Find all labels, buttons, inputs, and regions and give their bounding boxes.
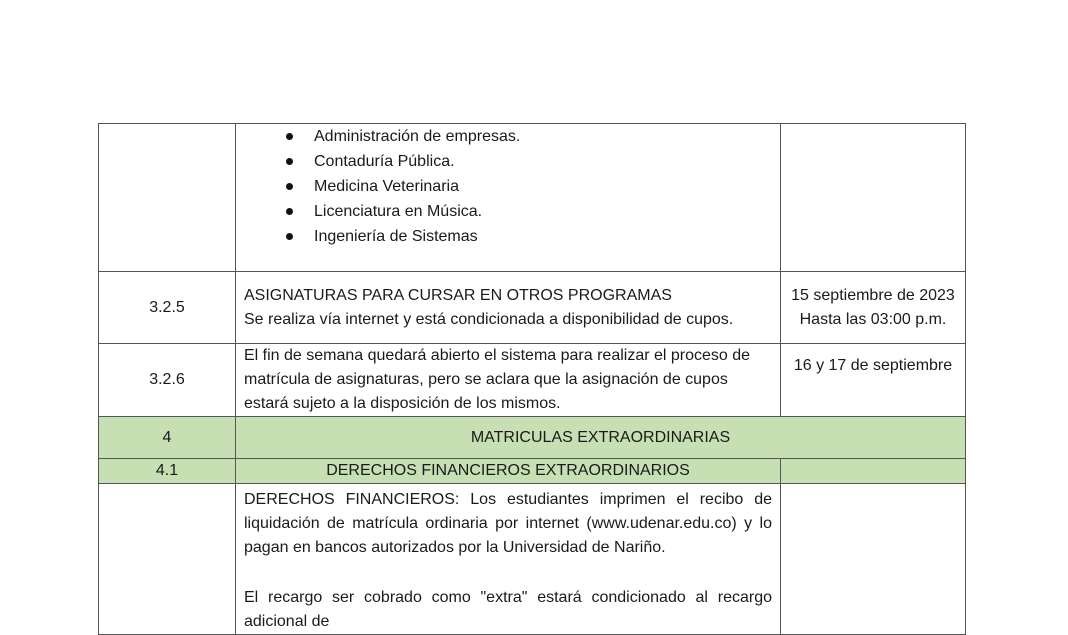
row-text: El fin de semana quedará abierto el sistema para realizar el proceso de matrícula de asignaturas, pero se aclara que la asignación de cupos estará sujeto a la disposición de los mismos. — [236, 344, 781, 417]
row-text: Los estudiantes imprimen el recibo de liquidación de matrícula ordinaria por internet (www.udenar.edu.co) y lo pagan en bancos autorizados por la Universidad de Nariño. — [244, 491, 773, 556]
list-item: Contaduría Pública. — [314, 149, 772, 174]
programs-cell — [236, 124, 781, 272]
list-item: Licenciatura en Música. — [314, 199, 772, 224]
date-text: 16 y 17 de septiembre — [781, 344, 966, 417]
row-number: 3.2.5 — [99, 272, 236, 344]
list-item: Ingeniería de Sistemas — [314, 224, 772, 249]
table-row — [99, 484, 966, 635]
table-row — [99, 272, 966, 344]
row-title: ASIGNATURAS PARA CURSAR EN OTROS PROGRAMAS — [244, 286, 672, 304]
date-cell — [781, 459, 966, 484]
programs-list — [244, 124, 772, 249]
number-cell — [99, 484, 236, 635]
subsection-row — [99, 459, 966, 484]
list-item: Medicina Veterinaria — [314, 174, 772, 199]
table-row — [99, 344, 966, 417]
date-text: 15 septiembre de 2023 — [791, 286, 955, 304]
time-text: Hasta las 03:00 p.m. — [799, 310, 947, 328]
description-cell — [236, 484, 781, 635]
table-row — [99, 124, 966, 272]
row-text-cutoff: El recargo ser cobrado como "extra" estará condicionado al recargo adicional de — [244, 589, 772, 630]
date-cell — [781, 272, 966, 344]
section-number: 4 — [99, 417, 236, 459]
section-title: MATRICULAS EXTRAORDINARIAS — [236, 417, 966, 459]
section-row — [99, 417, 966, 459]
subsection-title: DERECHOS FINANCIEROS EXTRAORDINARIOS — [236, 459, 781, 484]
list-item: Administración de empresas. — [314, 124, 772, 149]
subsection-number: 4.1 — [99, 459, 236, 484]
date-cell — [781, 484, 966, 635]
description-cell — [236, 272, 781, 344]
row-text: Se realiza vía internet y está condicionada a disponibilidad de cupos. — [244, 310, 734, 328]
number-cell — [99, 124, 236, 272]
row-number: 3.2.6 — [99, 344, 236, 417]
date-cell — [781, 124, 966, 272]
schedule-table — [98, 123, 966, 635]
row-label: DERECHOS FINANCIEROS: — [244, 491, 460, 508]
